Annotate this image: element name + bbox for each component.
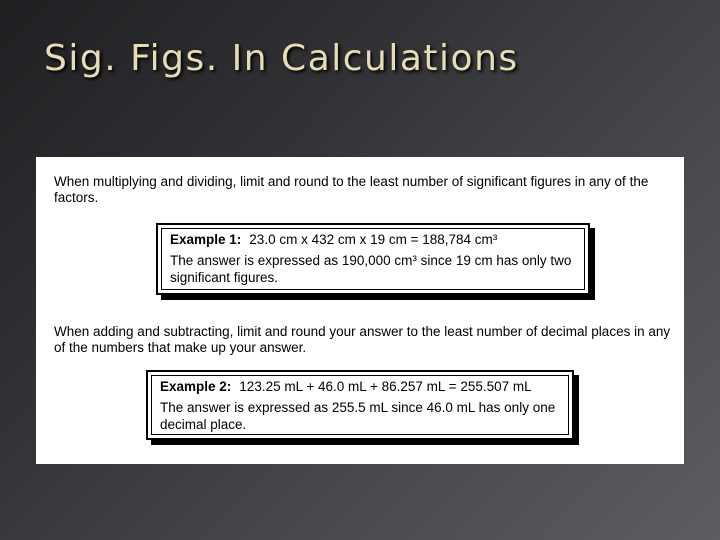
example-2-box (146, 370, 574, 440)
example-1-explanation: The answer is expressed as 190,000 cm³ since 19 cm has only two significant figures. (170, 253, 572, 285)
example-1-equation: 23.0 cm x 432 cm x 19 cm = 188,784 cm³ (249, 232, 498, 247)
example-2-equation: 123.25 mL + 46.0 mL + 86.257 mL = 255.507 mL (239, 379, 532, 394)
example-1-label: Example 1: (170, 232, 242, 247)
content-panel (36, 157, 684, 464)
example-2-explanation: The answer is expressed as 255.5 mL since 46.0 mL has only one decimal place. (160, 400, 556, 432)
slide-title: Sig. Figs. In Calculations (44, 38, 519, 79)
example-2-line (160, 378, 560, 396)
example-1-line (170, 231, 576, 249)
example-2-label: Example 2: (160, 379, 232, 394)
add-subtract-rule: When adding and subtracting, limit and round your answer to the least number of decimal places in any of the numbers that make up your answer. (54, 324, 671, 355)
multiply-divide-rule: When multiplying and dividing, limit and round to the least number of significant figures in any of the factors. (54, 174, 649, 205)
example-1-box (156, 223, 590, 295)
